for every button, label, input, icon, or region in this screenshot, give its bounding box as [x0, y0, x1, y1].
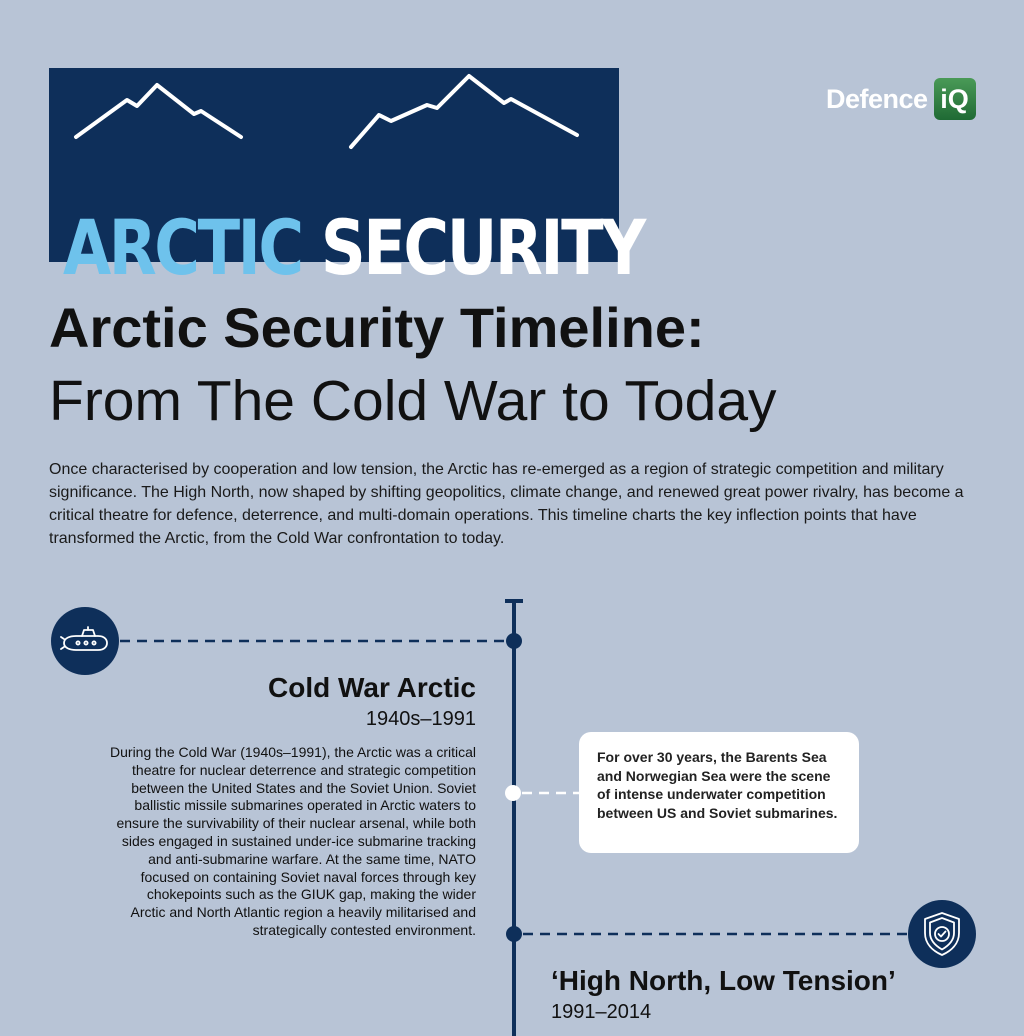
- section-body-cold-war: During the Cold War (1940s–1991), the Arctic was a critical theatre for nuclear deterrence and strategic competition between the United States and the Soviet Union. Soviet ballistic missile submarines operated in Arctic waters to ensure the survivability of their nuclear arsenal, while both sides engaged in sustained under-ice submarine tracking and anti-submarine warfare. At the same time, NATO focused on containing Soviet naval forces through key chokepoints such as the GIUK gap, making the wider Arctic and North Atlantic region a heavily militarised and strategically contested environment.: [110, 744, 476, 938]
- submarine-icon-badge: [51, 607, 119, 675]
- fact-callout: For over 30 years, the Barents Sea and Norwegian Sea were the scene of intense underwater competition between US and Soviet submarines.: [579, 732, 859, 853]
- submarine-icon: [60, 626, 110, 656]
- section-years-high-north: 1991–2014: [551, 1001, 652, 1023]
- page-subtitle: From The Cold War to Today: [49, 369, 777, 433]
- section-title-cold-war: Cold War Arctic: [268, 672, 476, 703]
- logo-badge: iQ: [934, 78, 976, 120]
- intro-paragraph: Once characterised by cooperation and low tension, the Arctic has re-emerged as a region of strategic competition and military significance. The High North, now shaped by shifting geopolitics, climate change, and renewed great power rivalry, has become a critical theatre for defence, deterrence, and multi-domain operations. This timeline charts the key inflection points that have transformed the Arctic, from the Cold War confrontation to today.: [49, 461, 964, 547]
- banner-title-security: SECURITY: [320, 203, 644, 292]
- timeline-node-high-north: [506, 926, 522, 942]
- section-years-cold-war: 1940s–1991: [365, 708, 476, 730]
- timeline-node-callout: [505, 785, 521, 801]
- logo-text: Defence: [826, 83, 928, 114]
- section-title-high-north: ‘High North, Low Tension’: [551, 965, 896, 996]
- shield-check-icon: [922, 911, 962, 957]
- banner-title-arctic: ARCTIC: [63, 203, 302, 292]
- page-title: Arctic Security Timeline:: [49, 296, 705, 359]
- timeline-node-cold-war: [506, 633, 522, 649]
- shield-icon-badge: [908, 900, 976, 968]
- timeline-axis: [505, 600, 523, 1036]
